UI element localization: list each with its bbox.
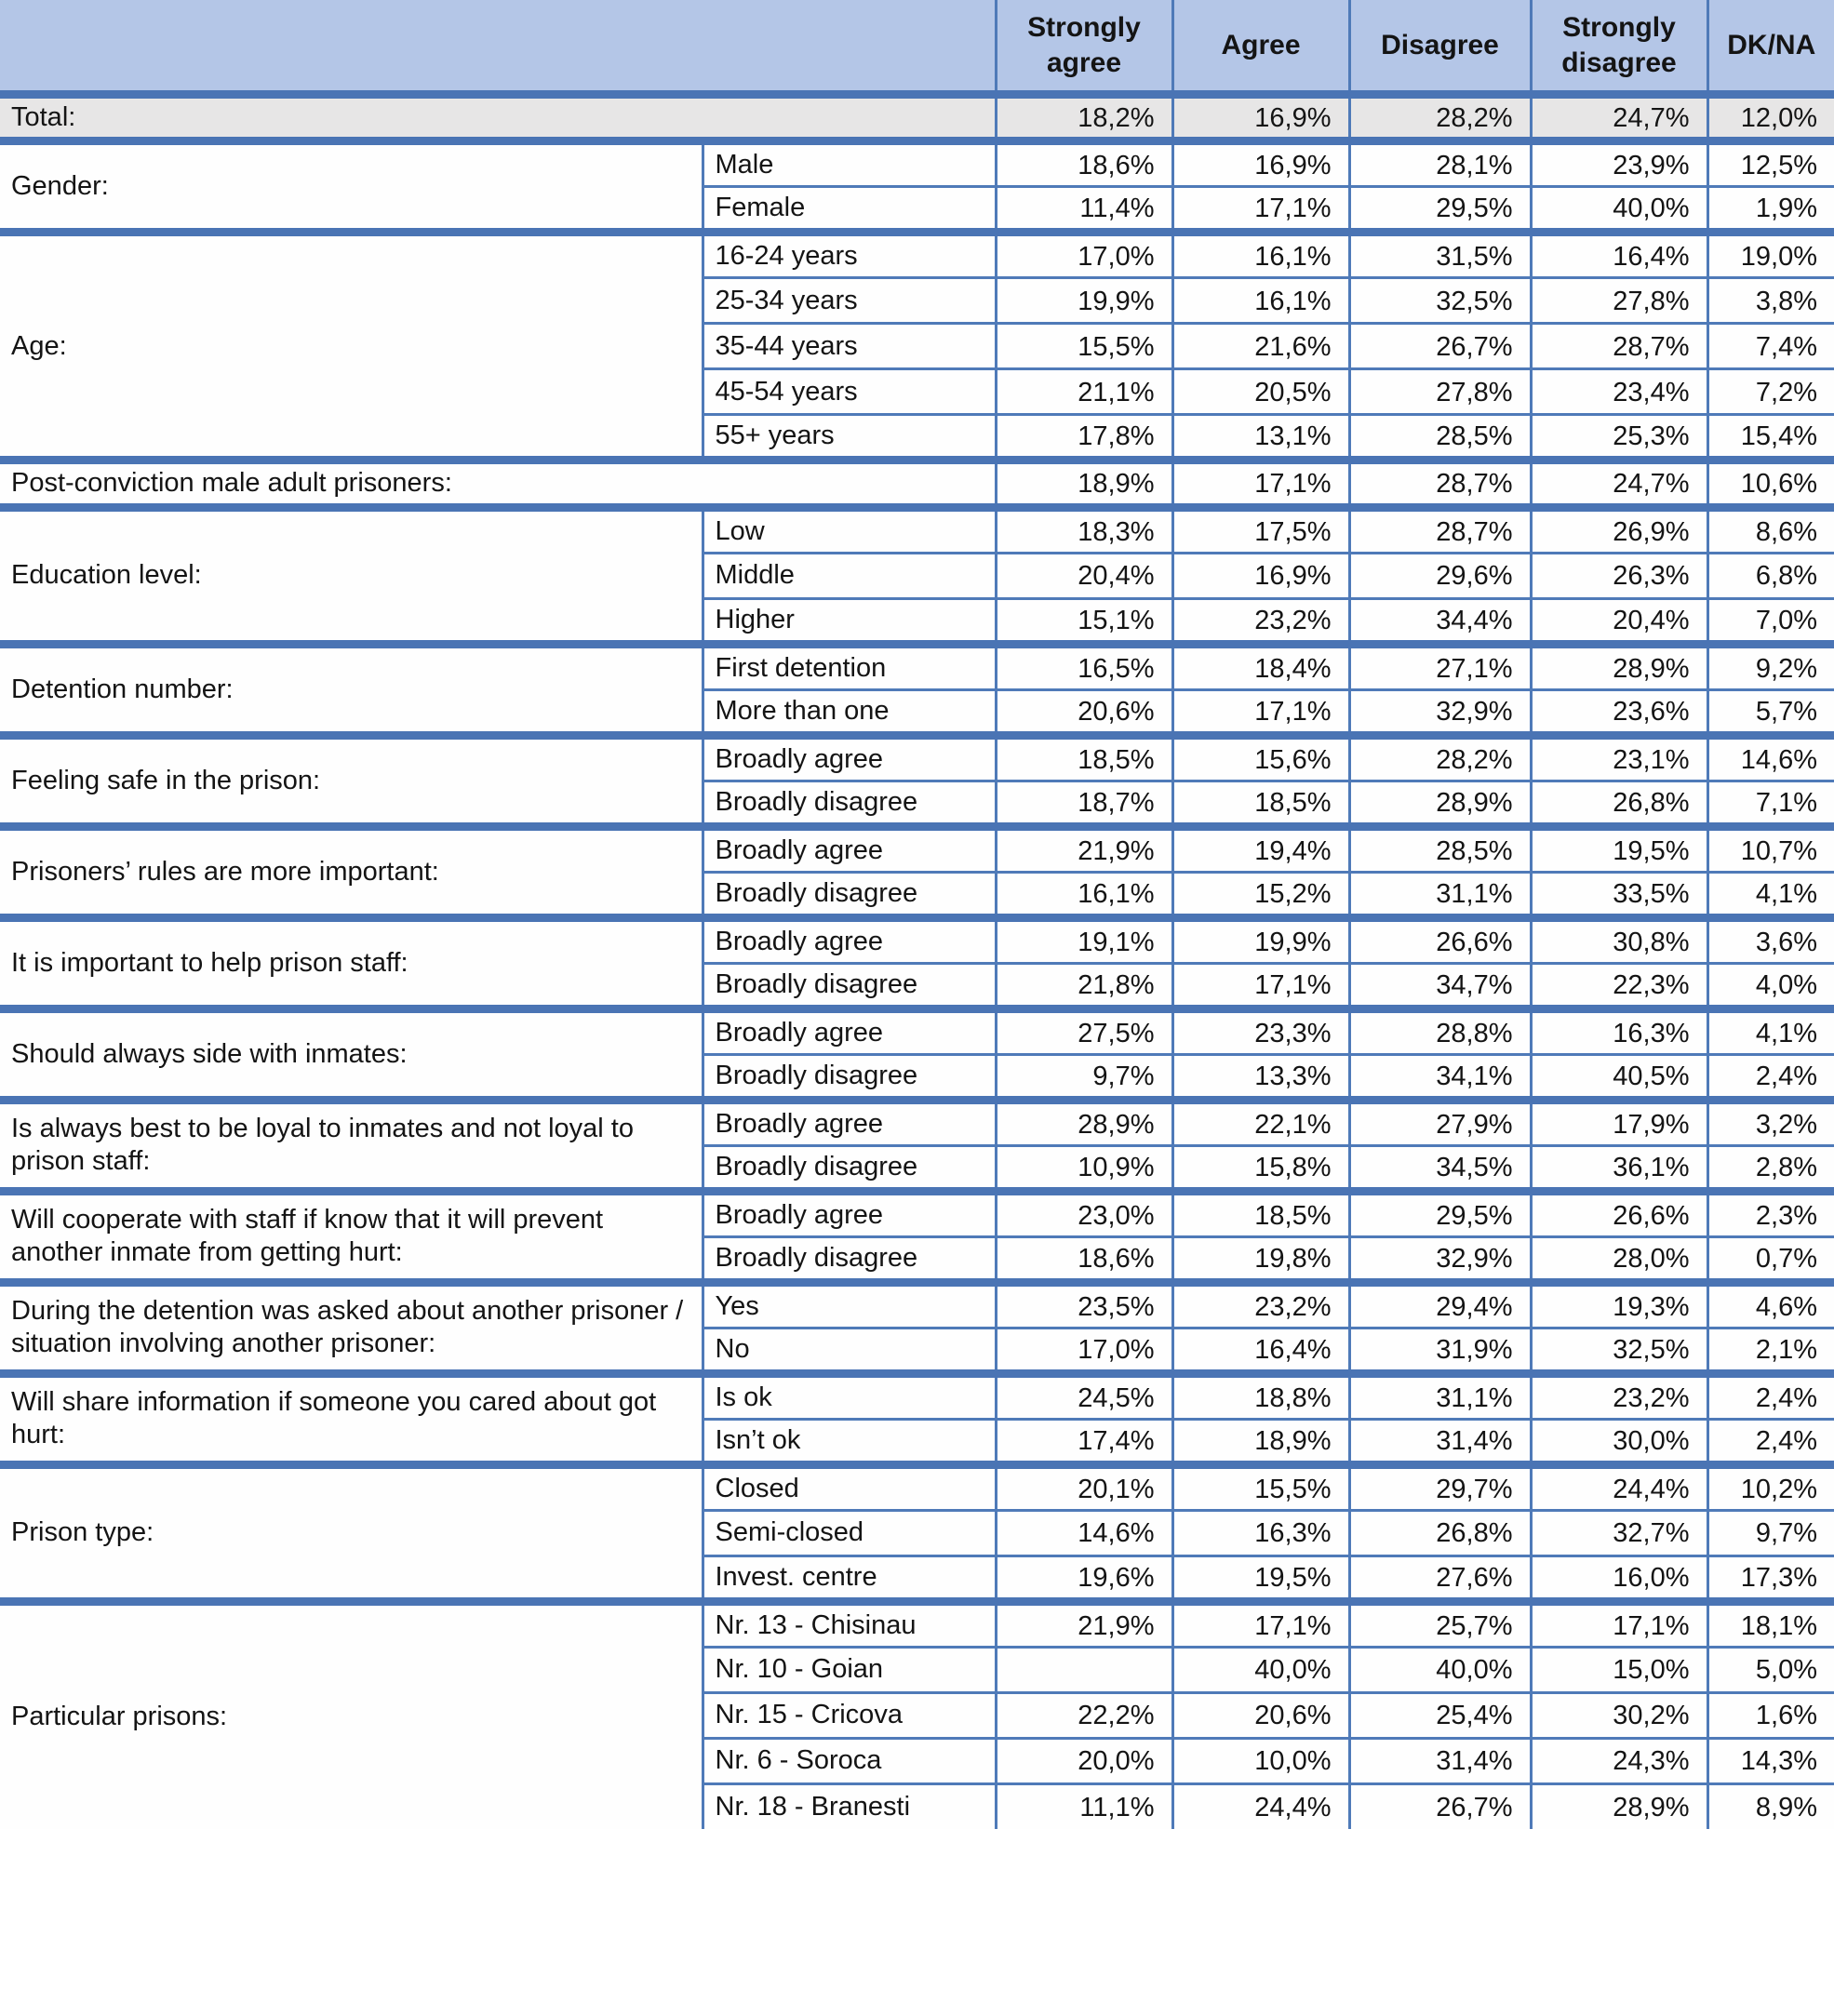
row-group-label: Total:: [0, 95, 996, 141]
value-cell: 29,5%: [1349, 187, 1531, 233]
value-cell: 16,3%: [1531, 1008, 1707, 1054]
value-cell: [996, 1647, 1172, 1692]
row-group-label: Education level:: [0, 507, 703, 644]
value-cell: 20,4%: [1531, 598, 1707, 644]
row-subcategory-label: Broadly agree: [703, 1191, 996, 1236]
value-cell: 17,4%: [996, 1419, 1172, 1464]
value-cell: 28,0%: [1531, 1236, 1707, 1282]
value-cell: 23,2%: [1531, 1373, 1707, 1419]
value-cell: 15,5%: [1172, 1464, 1349, 1510]
value-cell: 17,1%: [1172, 1601, 1349, 1647]
row-subcategory-label: Female: [703, 187, 996, 233]
value-cell: 28,7%: [1349, 507, 1531, 553]
value-cell: 15,1%: [996, 598, 1172, 644]
row-subcategory-label: Nr. 13 - Chisinau: [703, 1601, 996, 1647]
value-cell: 4,0%: [1707, 963, 1834, 1008]
value-cell: 29,5%: [1349, 1191, 1531, 1236]
value-cell: 26,6%: [1349, 917, 1531, 963]
value-cell: 7,0%: [1707, 598, 1834, 644]
value-cell: 24,3%: [1531, 1738, 1707, 1783]
value-cell: 19,9%: [1172, 917, 1349, 963]
value-cell: 17,0%: [996, 1328, 1172, 1373]
row-group-label: Prison type:: [0, 1464, 703, 1601]
value-cell: 18,6%: [996, 141, 1172, 187]
row-subcategory-label: Yes: [703, 1282, 996, 1328]
table-row: [0, 1191, 1834, 1236]
row-subcategory-label: No: [703, 1328, 996, 1373]
value-cell: 20,0%: [996, 1738, 1172, 1783]
value-cell: 18,5%: [1172, 1191, 1349, 1236]
value-cell: 19,9%: [996, 278, 1172, 324]
value-cell: 12,0%: [1707, 95, 1834, 141]
row-subcategory-label: Male: [703, 141, 996, 187]
value-cell: 30,8%: [1531, 917, 1707, 963]
value-cell: 16,9%: [1172, 141, 1349, 187]
value-cell: 32,5%: [1349, 278, 1531, 324]
row-subcategory-label: First detention: [703, 644, 996, 689]
col-header-strongly-agree: Strongly agree: [996, 0, 1172, 95]
value-cell: 17,8%: [996, 415, 1172, 461]
value-cell: 26,7%: [1349, 324, 1531, 369]
table-row: [0, 1373, 1834, 1419]
table-row: [0, 1601, 1834, 1647]
value-cell: 23,2%: [1172, 598, 1349, 644]
value-cell: 17,5%: [1172, 507, 1349, 553]
value-cell: 27,1%: [1349, 644, 1531, 689]
value-cell: 23,4%: [1531, 369, 1707, 415]
value-cell: 27,6%: [1349, 1555, 1531, 1601]
value-cell: 30,2%: [1531, 1692, 1707, 1738]
value-cell: 23,5%: [996, 1282, 1172, 1328]
value-cell: 12,5%: [1707, 141, 1834, 187]
row-subcategory-label: Semi-closed: [703, 1510, 996, 1555]
value-cell: 27,9%: [1349, 1100, 1531, 1145]
row-subcategory-label: 55+ years: [703, 415, 996, 461]
value-cell: 34,7%: [1349, 963, 1531, 1008]
value-cell: 28,2%: [1349, 735, 1531, 781]
row-group-label: Gender:: [0, 141, 703, 233]
value-cell: 23,2%: [1172, 1282, 1349, 1328]
value-cell: 15,8%: [1172, 1145, 1349, 1191]
value-cell: 18,5%: [1172, 781, 1349, 826]
value-cell: 2,3%: [1707, 1191, 1834, 1236]
row-group-label: Is always best to be loyal to inmates and not loyal to prison staff:: [0, 1100, 703, 1191]
col-header-strongly-disagree: Strongly disagree: [1531, 0, 1707, 95]
header-corner-blank: [0, 0, 996, 95]
value-cell: 15,0%: [1531, 1647, 1707, 1692]
value-cell: 16,5%: [996, 644, 1172, 689]
row-subcategory-label: Broadly disagree: [703, 1145, 996, 1191]
row-group-label: Post-conviction male adult prisoners:: [0, 461, 996, 507]
value-cell: 24,7%: [1531, 461, 1707, 507]
value-cell: 24,4%: [1531, 1464, 1707, 1510]
row-group-label: Prisoners’ rules are more important:: [0, 826, 703, 917]
value-cell: 28,7%: [1349, 461, 1531, 507]
value-cell: 14,6%: [996, 1510, 1172, 1555]
value-cell: 28,8%: [1349, 1008, 1531, 1054]
table-row: [0, 917, 1834, 963]
row-subcategory-label: Broadly disagree: [703, 781, 996, 826]
value-cell: 18,9%: [1172, 1419, 1349, 1464]
value-cell: 9,7%: [1707, 1510, 1834, 1555]
value-cell: 21,8%: [996, 963, 1172, 1008]
value-cell: 18,1%: [1707, 1601, 1834, 1647]
value-cell: 23,6%: [1531, 689, 1707, 735]
value-cell: 28,7%: [1531, 324, 1707, 369]
value-cell: 9,2%: [1707, 644, 1834, 689]
value-cell: 34,4%: [1349, 598, 1531, 644]
row-subcategory-label: Broadly agree: [703, 1100, 996, 1145]
value-cell: 4,1%: [1707, 872, 1834, 917]
value-cell: 29,6%: [1349, 553, 1531, 598]
value-cell: 40,0%: [1531, 187, 1707, 233]
value-cell: 15,5%: [996, 324, 1172, 369]
value-cell: 28,9%: [1349, 781, 1531, 826]
value-cell: 16,4%: [1531, 233, 1707, 278]
value-cell: 14,3%: [1707, 1738, 1834, 1783]
value-cell: 2,4%: [1707, 1373, 1834, 1419]
value-cell: 31,1%: [1349, 872, 1531, 917]
table-body: [0, 95, 1834, 1830]
value-cell: 40,0%: [1172, 1647, 1349, 1692]
value-cell: 31,4%: [1349, 1419, 1531, 1464]
value-cell: 29,7%: [1349, 1464, 1531, 1510]
value-cell: 20,6%: [996, 689, 1172, 735]
value-cell: 33,5%: [1531, 872, 1707, 917]
value-cell: 15,6%: [1172, 735, 1349, 781]
row-subcategory-label: 16-24 years: [703, 233, 996, 278]
value-cell: 27,8%: [1349, 369, 1531, 415]
value-cell: 17,1%: [1172, 461, 1349, 507]
value-cell: 36,1%: [1531, 1145, 1707, 1191]
table-row: [0, 141, 1834, 187]
value-cell: 9,7%: [996, 1054, 1172, 1100]
value-cell: 15,4%: [1707, 415, 1834, 461]
table-row: [0, 1100, 1834, 1145]
value-cell: 4,6%: [1707, 1282, 1834, 1328]
value-cell: 17,1%: [1172, 187, 1349, 233]
value-cell: 18,6%: [996, 1236, 1172, 1282]
row-subcategory-label: 25-34 years: [703, 278, 996, 324]
row-subcategory-label: Broadly disagree: [703, 963, 996, 1008]
value-cell: 23,1%: [1531, 735, 1707, 781]
row-subcategory-label: Higher: [703, 598, 996, 644]
value-cell: 27,5%: [996, 1008, 1172, 1054]
value-cell: 17,1%: [1172, 689, 1349, 735]
value-cell: 3,6%: [1707, 917, 1834, 963]
table-row: [0, 1464, 1834, 1510]
row-group-label: Particular prisons:: [0, 1601, 703, 1829]
value-cell: 18,5%: [996, 735, 1172, 781]
row-group-label: Will cooperate with staff if know that it will prevent another inmate from getting hurt:: [0, 1191, 703, 1282]
value-cell: 16,9%: [1172, 553, 1349, 598]
value-cell: 18,2%: [996, 95, 1172, 141]
value-cell: 29,4%: [1349, 1282, 1531, 1328]
value-cell: 28,5%: [1349, 826, 1531, 872]
row-subcategory-label: Low: [703, 507, 996, 553]
row-subcategory-label: Broadly disagree: [703, 1236, 996, 1282]
value-cell: 34,5%: [1349, 1145, 1531, 1191]
value-cell: 31,9%: [1349, 1328, 1531, 1373]
value-cell: 19,0%: [1707, 233, 1834, 278]
row-subcategory-label: Broadly agree: [703, 917, 996, 963]
value-cell: 23,3%: [1172, 1008, 1349, 1054]
value-cell: 4,1%: [1707, 1008, 1834, 1054]
row-subcategory-label: Broadly disagree: [703, 872, 996, 917]
value-cell: 28,9%: [1531, 644, 1707, 689]
row-subcategory-label: Nr. 15 - Cricova: [703, 1692, 996, 1738]
value-cell: 22,2%: [996, 1692, 1172, 1738]
table-row: [0, 95, 1834, 141]
value-cell: 21,6%: [1172, 324, 1349, 369]
value-cell: 40,5%: [1531, 1054, 1707, 1100]
value-cell: 19,1%: [996, 917, 1172, 963]
table-row: [0, 233, 1834, 278]
value-cell: 2,1%: [1707, 1328, 1834, 1373]
value-cell: 10,6%: [1707, 461, 1834, 507]
value-cell: 16,1%: [1172, 278, 1349, 324]
value-cell: 1,6%: [1707, 1692, 1834, 1738]
value-cell: 27,8%: [1531, 278, 1707, 324]
value-cell: 16,0%: [1531, 1555, 1707, 1601]
header-row: [0, 0, 1834, 95]
value-cell: 16,1%: [996, 872, 1172, 917]
value-cell: 34,1%: [1349, 1054, 1531, 1100]
value-cell: 17,1%: [1172, 963, 1349, 1008]
value-cell: 7,1%: [1707, 781, 1834, 826]
value-cell: 32,9%: [1349, 689, 1531, 735]
value-cell: 25,3%: [1531, 415, 1707, 461]
table-row: [0, 644, 1834, 689]
value-cell: 21,9%: [996, 1601, 1172, 1647]
col-header-dkna: DK/NA: [1707, 0, 1834, 95]
row-subcategory-label: Nr. 10 - Goian: [703, 1647, 996, 1692]
value-cell: 18,4%: [1172, 644, 1349, 689]
value-cell: 28,2%: [1349, 95, 1531, 141]
value-cell: 22,3%: [1531, 963, 1707, 1008]
value-cell: 28,5%: [1349, 415, 1531, 461]
value-cell: 18,8%: [1172, 1373, 1349, 1419]
value-cell: 5,0%: [1707, 1647, 1834, 1692]
row-subcategory-label: Is ok: [703, 1373, 996, 1419]
value-cell: 31,4%: [1349, 1738, 1531, 1783]
row-subcategory-label: Broadly agree: [703, 735, 996, 781]
row-subcategory-label: More than one: [703, 689, 996, 735]
row-subcategory-label: Invest. centre: [703, 1555, 996, 1601]
row-group-label: Age:: [0, 233, 703, 461]
value-cell: 16,9%: [1172, 95, 1349, 141]
row-subcategory-label: Broadly agree: [703, 826, 996, 872]
table-row: [0, 1282, 1834, 1328]
table-row: [0, 1008, 1834, 1054]
row-group-label: Will share information if someone you cared about got hurt:: [0, 1373, 703, 1464]
table-header: [0, 0, 1834, 95]
row-group-label: Detention number:: [0, 644, 703, 735]
value-cell: 10,2%: [1707, 1464, 1834, 1510]
col-header-agree: Agree: [1172, 0, 1349, 95]
value-cell: 20,5%: [1172, 369, 1349, 415]
value-cell: 24,5%: [996, 1373, 1172, 1419]
value-cell: 32,9%: [1349, 1236, 1531, 1282]
row-subcategory-label: Isn’t ok: [703, 1419, 996, 1464]
value-cell: 7,2%: [1707, 369, 1834, 415]
table-row: [0, 507, 1834, 553]
value-cell: 17,3%: [1707, 1555, 1834, 1601]
value-cell: 17,0%: [996, 233, 1172, 278]
value-cell: 19,6%: [996, 1555, 1172, 1601]
value-cell: 13,1%: [1172, 415, 1349, 461]
value-cell: 0,7%: [1707, 1236, 1834, 1282]
value-cell: 2,8%: [1707, 1145, 1834, 1191]
value-cell: 26,3%: [1531, 553, 1707, 598]
value-cell: 10,7%: [1707, 826, 1834, 872]
value-cell: 16,4%: [1172, 1328, 1349, 1373]
value-cell: 32,5%: [1531, 1328, 1707, 1373]
row-group-label: Should always side with inmates:: [0, 1008, 703, 1100]
value-cell: 2,4%: [1707, 1054, 1834, 1100]
value-cell: 22,1%: [1172, 1100, 1349, 1145]
value-cell: 23,9%: [1531, 141, 1707, 187]
value-cell: 19,3%: [1531, 1282, 1707, 1328]
value-cell: 14,6%: [1707, 735, 1834, 781]
value-cell: 3,8%: [1707, 278, 1834, 324]
row-subcategory-label: Nr. 6 - Soroca: [703, 1738, 996, 1783]
value-cell: 5,7%: [1707, 689, 1834, 735]
value-cell: 28,9%: [1531, 1783, 1707, 1829]
row-subcategory-label: Nr. 18 - Branesti: [703, 1783, 996, 1829]
value-cell: 20,1%: [996, 1464, 1172, 1510]
value-cell: 18,3%: [996, 507, 1172, 553]
value-cell: 26,7%: [1349, 1783, 1531, 1829]
value-cell: 26,9%: [1531, 507, 1707, 553]
value-cell: 26,8%: [1349, 1510, 1531, 1555]
value-cell: 19,4%: [1172, 826, 1349, 872]
value-cell: 19,8%: [1172, 1236, 1349, 1282]
value-cell: 30,0%: [1531, 1419, 1707, 1464]
value-cell: 6,8%: [1707, 553, 1834, 598]
value-cell: 10,0%: [1172, 1738, 1349, 1783]
row-subcategory-label: Broadly agree: [703, 1008, 996, 1054]
table-row: [0, 735, 1834, 781]
value-cell: 2,4%: [1707, 1419, 1834, 1464]
value-cell: 32,7%: [1531, 1510, 1707, 1555]
value-cell: 40,0%: [1349, 1647, 1531, 1692]
value-cell: 16,1%: [1172, 233, 1349, 278]
value-cell: 1,9%: [1707, 187, 1834, 233]
value-cell: 20,6%: [1172, 1692, 1349, 1738]
row-subcategory-label: Closed: [703, 1464, 996, 1510]
value-cell: 8,6%: [1707, 507, 1834, 553]
col-header-disagree: Disagree: [1349, 0, 1531, 95]
value-cell: 23,0%: [996, 1191, 1172, 1236]
value-cell: 31,1%: [1349, 1373, 1531, 1419]
value-cell: 25,7%: [1349, 1601, 1531, 1647]
value-cell: 21,1%: [996, 369, 1172, 415]
row-subcategory-label: Broadly disagree: [703, 1054, 996, 1100]
value-cell: 18,7%: [996, 781, 1172, 826]
value-cell: 8,9%: [1707, 1783, 1834, 1829]
row-subcategory-label: 45-54 years: [703, 369, 996, 415]
value-cell: 11,1%: [996, 1783, 1172, 1829]
value-cell: 26,8%: [1531, 781, 1707, 826]
value-cell: 31,5%: [1349, 233, 1531, 278]
row-subcategory-label: 35-44 years: [703, 324, 996, 369]
value-cell: 26,6%: [1531, 1191, 1707, 1236]
row-group-label: Feeling safe in the prison:: [0, 735, 703, 826]
value-cell: 15,2%: [1172, 872, 1349, 917]
value-cell: 11,4%: [996, 187, 1172, 233]
value-cell: 13,3%: [1172, 1054, 1349, 1100]
value-cell: 24,4%: [1172, 1783, 1349, 1829]
value-cell: 10,9%: [996, 1145, 1172, 1191]
value-cell: 24,7%: [1531, 95, 1707, 141]
value-cell: 25,4%: [1349, 1692, 1531, 1738]
value-cell: 7,4%: [1707, 324, 1834, 369]
table-row: [0, 461, 1834, 507]
row-group-label: During the detention was asked about another prisoner / situation involving another prisoner:: [0, 1282, 703, 1373]
value-cell: 28,1%: [1349, 141, 1531, 187]
value-cell: 18,9%: [996, 461, 1172, 507]
value-cell: 16,3%: [1172, 1510, 1349, 1555]
value-cell: 28,9%: [996, 1100, 1172, 1145]
value-cell: 17,1%: [1531, 1601, 1707, 1647]
value-cell: 20,4%: [996, 553, 1172, 598]
value-cell: 19,5%: [1531, 826, 1707, 872]
value-cell: 3,2%: [1707, 1100, 1834, 1145]
value-cell: 17,9%: [1531, 1100, 1707, 1145]
value-cell: 21,9%: [996, 826, 1172, 872]
table-row: [0, 826, 1834, 872]
row-group-label: It is important to help prison staff:: [0, 917, 703, 1008]
row-subcategory-label: Middle: [703, 553, 996, 598]
value-cell: 19,5%: [1172, 1555, 1349, 1601]
